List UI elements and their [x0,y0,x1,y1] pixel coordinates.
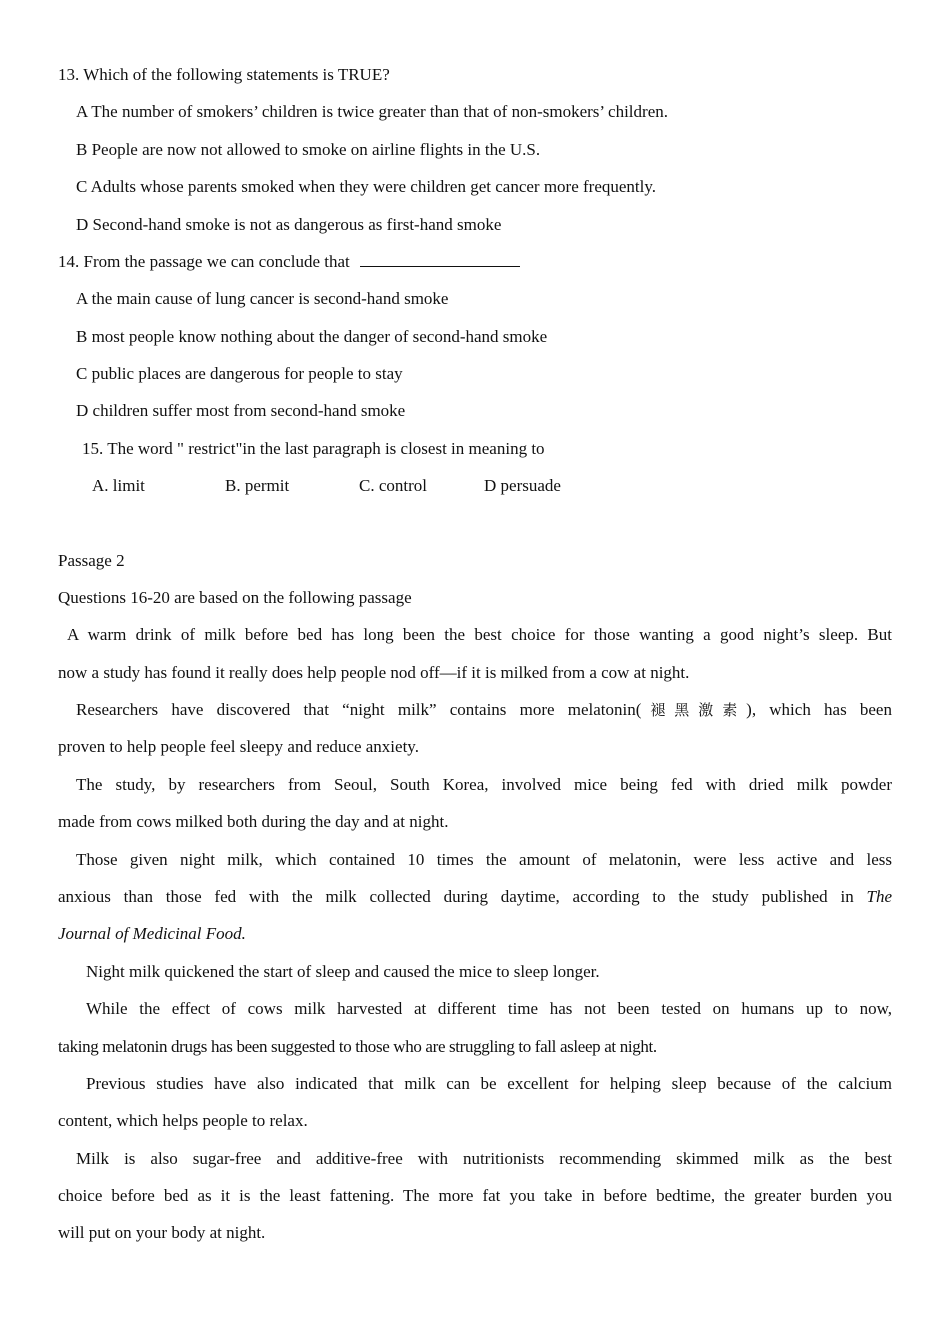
q15-option-d: D persuade [484,476,561,495]
paragraph-line: will put on your body at night. [58,1223,266,1242]
q13-option-b: B People are now not allowed to smoke on airline flights in the U.S. [76,140,541,159]
q13-stem: 13. Which of the following statements is TRUE? [58,65,390,84]
journal-title-part: The [866,887,892,906]
q15-option-c: C. control [359,476,427,495]
answer-blank [360,249,520,267]
paragraph-line [58,883,892,911]
paragraph-line: The study, by researchers from Seoul, South Korea, involved mice being fed with dried milk powder [76,775,892,794]
q15-stem: 15. The word " restrict"in the last paragraph is closest in meaning to [82,439,545,458]
q14-option-c: C public places are dangerous for people to stay [76,364,403,383]
paragraph-line: Those given night milk, which contained 10 times the amount of melatonin, were less active and less [76,850,892,869]
q15-option-b: B. permit [225,476,290,495]
paragraph-line: choice before bed as it is the least fattening. The more fat you take in before bedtime, the greater burden you [58,1186,892,1205]
paragraph-line: taking melatonin drugs has been suggested to those who are struggling to fall asleep at night. [58,1037,657,1056]
q15-option-a: A. limit [92,476,145,495]
paragraph-line: content, which helps people to relax. [58,1111,308,1130]
q14-option-a: A the main cause of lung cancer is second-hand smoke [76,289,449,308]
paragraph-line: proven to help people feel sleepy and reduce anxiety. [58,737,419,756]
journal-title-part: Journal of Medicinal Food. [58,924,246,943]
q13-option-c: C Adults whose parents smoked when they were children get cancer more frequently. [76,177,657,196]
paragraph-line [76,696,892,724]
paragraph-line: A warm drink of milk before bed has long been the best choice for those wanting a good night’s sleep. But [67,625,892,644]
paragraph-line: Milk is also sugar-free and additive-free with nutritionists recommending skimmed milk as the best [76,1149,892,1168]
passage-title: Passage 2 [58,551,125,570]
paragraph-text: ), which has been [746,700,892,719]
paragraph-line: While the effect of cows milk harvested at different time has not been tested on humans up to now, [86,999,892,1018]
q13-option-a: A The number of smokers’ children is twice greater than that of non-smokers’ children. [76,102,668,121]
q14-line [58,248,892,276]
q14-option-b: B most people know nothing about the danger of second-hand smoke [76,327,548,346]
paragraph-line: Previous studies have also indicated that milk can be excellent for helping sleep because of the calcium [86,1074,892,1093]
paragraph-text: Researchers have discovered that “night milk” contains more melatonin( [76,700,642,719]
chinese-gloss: 褪黑激素 [641,701,747,719]
q14-option-d: D children suffer most from second-hand smoke [76,401,406,420]
paragraph-line: Night milk quickened the start of sleep and caused the mice to sleep longer. [86,962,600,981]
paragraph-text: anxious than those fed with the milk collected during daytime, according to the study published in [58,887,854,906]
q15-options [0,472,950,500]
q14-stem: 14. From the passage we can conclude that [58,252,350,271]
q13-option-d: D Second-hand smoke is not as dangerous as first-hand smoke [76,215,502,234]
paragraph-line: made from cows milked both during the day and at night. [58,812,449,831]
passage-intro: Questions 16-20 are based on the following passage [58,588,412,607]
journal-title [58,920,892,948]
paragraph-line: now a study has found it really does help people nod off—if it is milked from a cow at night. [58,663,690,682]
